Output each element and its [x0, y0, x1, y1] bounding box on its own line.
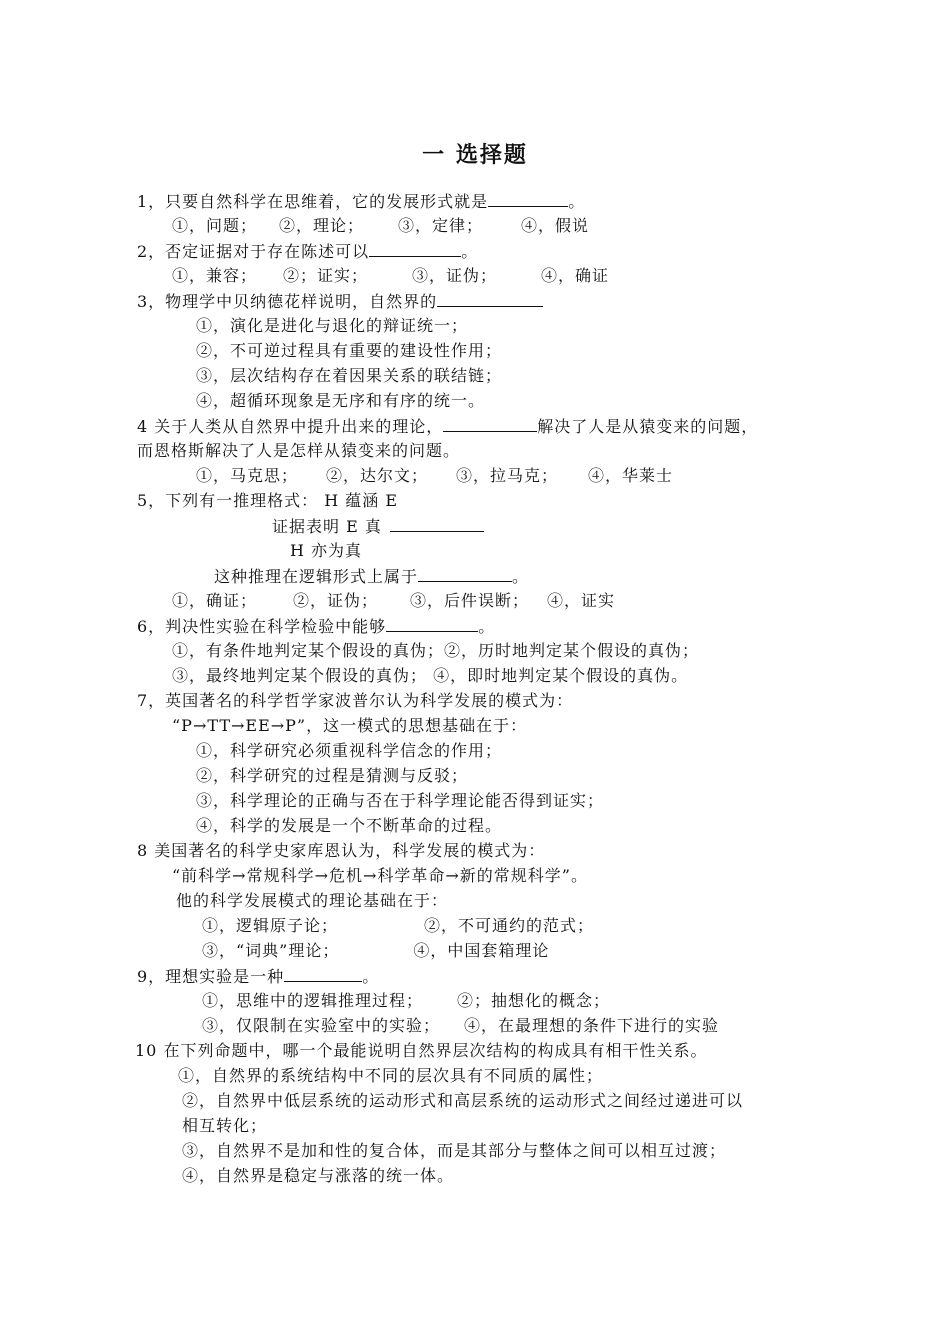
- question-9-options-2: [202, 1015, 745, 1037]
- question-6-options-2[interactable]: ③，最终地判定某个假设的真伪； ④，即时地判定某个假设的真伪。: [172, 666, 689, 685]
- option-2-cont[interactable]: 相互转化；: [182, 1116, 268, 1135]
- question-8-stem: 8 美国著名的科学史家库恩认为，科学发展的模式为：: [137, 841, 546, 860]
- option-4[interactable]: ④，假说: [521, 216, 590, 235]
- question-6-options-1[interactable]: ①，有条件地判定某个假设的真伪；②，历时地判定某个假设的真伪；: [172, 641, 700, 660]
- question-2-end: 。: [461, 242, 479, 261]
- option-2[interactable]: ②；抽想化的概念；: [457, 991, 611, 1010]
- question-9-end: 。: [362, 967, 380, 986]
- question-3-stem: [137, 290, 543, 313]
- option-4[interactable]: ④，确证: [541, 266, 610, 285]
- option-2[interactable]: ②；证实；: [283, 266, 369, 285]
- option-4[interactable]: ④，中国套箱理论: [413, 941, 550, 960]
- answer-blank[interactable]: [443, 415, 537, 432]
- question-9-text: 9，理想实验是一种: [137, 967, 285, 986]
- question-9-stem: [137, 965, 379, 988]
- option-1[interactable]: ①，逻辑原子论；: [202, 916, 339, 935]
- page-title: 一 选择题: [422, 142, 528, 168]
- option-4[interactable]: ④，华莱士: [588, 466, 674, 485]
- question-4-text: 4 关于人类从自然界中提升出来的理论，: [137, 417, 444, 436]
- option-2[interactable]: ②，自然界中低层系统的运动形式和高层系统的运动形式之间经过递进可以: [182, 1091, 744, 1110]
- answer-blank[interactable]: [369, 240, 461, 257]
- question-10-stem: 10 在下列命题中，哪一个最能说明自然界层次结构的构成具有相干性关系。: [135, 1041, 708, 1060]
- answer-blank[interactable]: [386, 615, 478, 632]
- question-4-text-cont: 解决了人是从猿变来的问题，: [537, 417, 759, 436]
- option-1[interactable]: ①，确证；: [172, 591, 258, 610]
- question-8-prompt: 他的科学发展模式的理论基础在于：: [176, 891, 449, 910]
- question-4-stem: [137, 415, 758, 438]
- option-1[interactable]: ①，马克思；: [196, 466, 299, 485]
- question-7-model: “P→TT→EE→P”，这一模式的思想基础在于：: [172, 716, 528, 735]
- question-2-stem: [137, 240, 478, 263]
- question-1-options: [172, 215, 615, 237]
- question-1-end: 。: [568, 192, 586, 211]
- inference-line: [390, 515, 484, 532]
- answer-blank[interactable]: [418, 565, 512, 582]
- option-3[interactable]: ③，仅限制在实验室中的实验；: [202, 1016, 441, 1035]
- option-4[interactable]: ④，科学的发展是一个不断革命的过程。: [196, 816, 503, 835]
- answer-blank[interactable]: [284, 965, 362, 982]
- option-2[interactable]: ②，不可通约的范式；: [424, 916, 595, 935]
- question-2-text: 2，否定证据对于存在陈述可以: [137, 242, 370, 261]
- option-2[interactable]: ②，不可逆过程具有重要的建设性作用；: [196, 341, 503, 360]
- question-4-options: [196, 465, 699, 487]
- option-2[interactable]: ②，科学研究的过程是猜测与反驳；: [196, 766, 469, 785]
- question-5-line2: [272, 515, 484, 538]
- question-6-stem: [137, 615, 495, 638]
- answer-blank[interactable]: [437, 290, 543, 307]
- option-3[interactable]: ③，层次结构存在着因果关系的联结链；: [196, 366, 503, 385]
- question-7-stem: 7，英国著名的科学哲学家波普尔认为科学发展的模式为：: [137, 691, 574, 710]
- option-3[interactable]: ③，科学理论的正确与否在于科学理论能否得到证实；: [196, 791, 605, 810]
- option-1[interactable]: ①，科学研究必须重视科学信念的作用；: [196, 741, 503, 760]
- question-5-premise: 证据表明 E 真: [272, 517, 382, 536]
- option-3[interactable]: ③，“词典”理论；: [202, 941, 340, 960]
- option-3[interactable]: ③，拉马克；: [456, 466, 559, 485]
- question-8-options-1: [202, 915, 620, 937]
- option-4[interactable]: ④，自然界是稳定与涨落的统一体。: [182, 1166, 455, 1185]
- question-6-end: 。: [478, 617, 496, 636]
- option-4[interactable]: ④，证实: [547, 591, 616, 610]
- question-2-options: [172, 265, 635, 287]
- option-2[interactable]: ②，理论；: [279, 216, 365, 235]
- question-4-stem-line2: 而恩格斯解决了人是怎样从猿变来的问题。: [137, 441, 461, 460]
- option-2[interactable]: ②，达尔文；: [326, 466, 429, 485]
- question-8-options-2: [202, 940, 575, 962]
- question-8-model: “前科学→常规科学→危机→科学革命→新的常规科学”。: [172, 866, 588, 885]
- question-3-text: 3，物理学中贝纳德花样说明，自然界的: [137, 292, 438, 311]
- option-2[interactable]: ②，证伪；: [293, 591, 379, 610]
- option-3[interactable]: ③，证伪；: [412, 266, 498, 285]
- question-5-stem: 5，下列有一推理格式： H 蕴涵 E: [137, 491, 399, 510]
- option-4[interactable]: ④，超循环现象是无序和有序的统一。: [196, 391, 486, 410]
- question-5-line4: [214, 565, 529, 588]
- option-1[interactable]: ①，思维中的逻辑推理过程；: [202, 991, 424, 1010]
- question-5-text: 这种推理在逻辑形式上属于: [214, 567, 419, 586]
- option-1[interactable]: ①，兼容；: [172, 266, 258, 285]
- question-6-text: 6，判决性实验在科学检验中能够: [137, 617, 387, 636]
- option-3[interactable]: ③，自然界不是加和性的复合体，而是其部分与整体之间可以相互过渡；: [182, 1141, 727, 1160]
- question-9-options-1: [202, 990, 636, 1012]
- option-4[interactable]: ④，在最理想的条件下进行的实验: [464, 1016, 720, 1035]
- question-5-end: 。: [512, 567, 530, 586]
- option-1[interactable]: ①，演化是进化与退化的辩证统一；: [196, 316, 469, 335]
- option-1[interactable]: ①，问题；: [172, 216, 258, 235]
- option-3[interactable]: ③，后件误断；: [410, 591, 530, 610]
- question-1-stem: [137, 190, 585, 213]
- option-1[interactable]: ①，自然界的系统结构中不同的层次具有不同质的属性；: [178, 1066, 604, 1085]
- answer-blank[interactable]: [488, 190, 568, 207]
- option-3[interactable]: ③，定律；: [398, 216, 484, 235]
- question-5-conclusion: H 亦为真: [290, 541, 363, 560]
- question-5-options: [172, 590, 641, 612]
- question-1-text: 1，只要自然科学在思维着，它的发展形式就是: [137, 192, 489, 211]
